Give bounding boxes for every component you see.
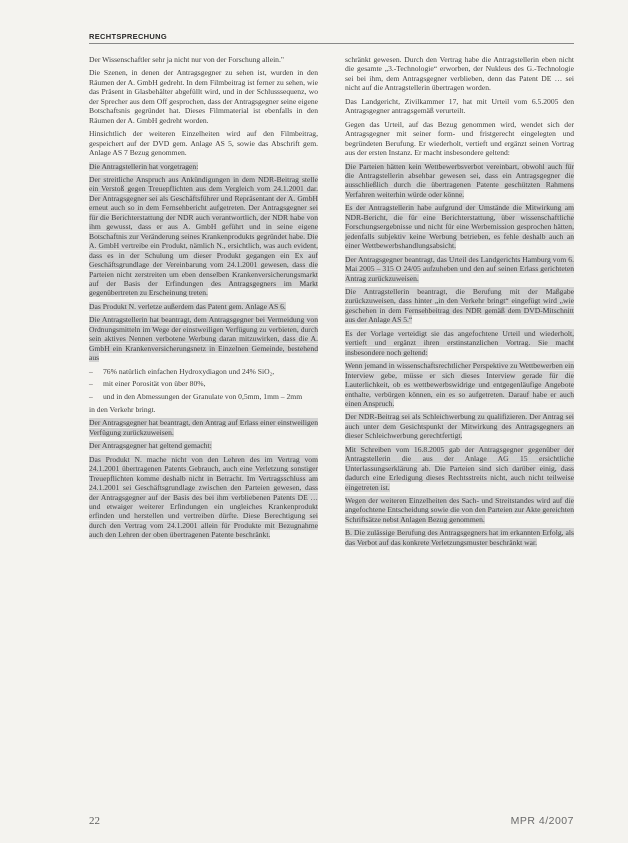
highlighted-text: Die Antragstellerin hat vorgetragen: [89, 161, 199, 171]
paragraph [345, 528, 574, 547]
paragraph [345, 496, 574, 524]
highlighted-text: Der Antragsgegner beantragt, das Urteil des Landgerichts Hamburg vom 6. Mai 2005 – 315 O 24/05 aufzuheben und den auf seinen Erlass gerichteten Antrag zurückzuweisen. [345, 254, 574, 283]
paragraph: Das Landgericht, Zivilkammer 17, hat mit Urteil vom 6.5.2005 den Antragsgegner antragsgemäß verurteilt. [345, 96, 574, 116]
highlighted-text: Es der Antragstellerin habe aufgrund der Umstände die Mitwirkung am NDR-Bericht, die für eine Berichterstattung, über wissenschaftliche Forschungsergebnisse und nicht für eine Werbemission gesprochen hätten, jedenfalls subjektiv keine Werbung betrieben, es fehle deshalb auch an einer Wettbewerbshandlungsabsicht. [345, 203, 574, 251]
paragraph: Die Szenen, in denen der Antragsgegner zu sehen ist, wurden in den Räumen der A. GmbH gedreht. In dem Filmbeitrag ist ferner zu sehen, wie das Präsent in Glasbehälter abgefüllt wird, und in der Schlusssequenz, wo der Sprecher aus dem Off gesprochen, dass der Antragsgegner seine eigene Botschaftsnis gegründet hat. Dieses Filmmaterial ist ebenfalls in den Räumen der A. GmbH gedreht worden. [89, 68, 318, 125]
highlighted-text: Das Produkt N. mache nicht von den Lehren des im Vertrag vom 24.1.2001 übertragenen Patents Gebrauch, auch eine Verletzung sonstiger Treuepflichten komme deshalb nicht in Betracht. Im Vertragsschluss am 24.1.2001 sei Geschäftsgrundlage zwischen den Parteien gewesen, dass der Antragsgegner auf der Basis des bei ihm verbliebenen Patents DE … und etwaiger weiterer Erfindungen ein ungleiches Krankenprodukt erfinden und herstellen und vertreiben dürfte. Diese Berechtigung sei durch den Vertrag vom 24.1.2001 allein für Produkte mit Bezugnahme auch den Lehren der oben übertragenen Patente beschränkt. [89, 454, 318, 540]
paragraph: Gegen das Urteil, auf das Bezug genommen wird, wendet sich der Antragsgegner mit seiner form- und fristgerecht eingelegten und begründeten Berufung. Er wiederholt, vertieft und ergänzt seinen Vortrag aus der ersten Instanz. Er macht insbesondere geltend: [345, 119, 574, 158]
paragraph: Hinsichtlich der weiteren Einzelheiten wird auf den Filmbeitrag, gespeichert auf der DVD gem. Anlage AS 5, sowie das Abschrift gem. Anlage AS 7 Bezug genommen. [89, 129, 318, 158]
paragraph [89, 162, 318, 171]
highlighted-text: Die Parteien hätten kein Wettbewerbsverbot vereinbart, obwohl auch für die Antragstellerin absehbar gewesen sei, dass ein Antragsgegner die ausschließlich durch die übertragenen Patente geschützten Rahmens Verfahren weiterhin würde oder könne. [345, 161, 574, 199]
highlighted-text: Der Antragsgegner hat beantragt, den Antrag auf Erlass einer einstweiligen Verfügung zurückzuweisen. [89, 418, 318, 437]
highlighted-text: Die Antragstellerin hat beantragt, dem Antragsgegner bei Vermeidung von Ordnungsmitteln im Wege der einstweiligen Verfügung zu verbieten, durch sein aktives Nennen verbotene Werbung daran mitzuwirken, dass die A. GmbH ein Krankenversicherungsnetz in Einzelnen Gemeinde, bestehend aus [89, 315, 318, 363]
paragraph [89, 175, 318, 298]
paragraph [345, 412, 574, 440]
paragraph [89, 315, 318, 362]
paragraph: schränkt gewesen. Durch den Vertrag habe die Antragstellerin eben nicht die gesamte „3.-Technologie“ erworben, der Nukleus des G.-Technologie sei bei ihm, dem Antragsgegner verblieben, denn das Patent DE … sei nicht auf die Antragstellerin übertragen worden. [345, 55, 574, 93]
paragraph: in den Verkehr bringt. [89, 404, 156, 414]
bullet-item: – mit einer Porosität von über 80%, [89, 379, 318, 388]
left-column [89, 55, 318, 544]
highlighted-text: Der Antragsgegner hat geltend gemacht: [89, 441, 212, 451]
paragraph [345, 203, 574, 250]
highlighted-text: Das Produkt N. verletze außerdem das Patent gem. Anlage AS 6. [89, 301, 286, 311]
bullet-item: – 76% natürlich einfachen Hydroxydiagon und 24% SiO₂, [89, 367, 318, 376]
highlighted-text: Wenn jemand in wissenschaftsrechtlicher Perspektive zu Wettbewerben ein Interview gebe, müsse er sich dieses Interview gerade für die Lauterlichkeit, ob es wettbewerbswidrige und entgegenläufige Angebote enthalte, verbürgen können, ein es so aufgetreten. Darauf habe er auch einen Anspruch. [345, 361, 574, 408]
bullet-list [89, 367, 318, 401]
highlighted-text: Der streitliche Anspruch aus Ankündigungen in dem NDR-Beitrag stelle ein Verstoß gegen Treuepflichten aus dem Vergleich vom 24.1.2001 dar. Der Antragsgegner sei als Geschäftsführer und Repräsentant der A. GmbH erneut auch so in dem Fernsehbericht aufgetreten. Der Antragsgegner sei für die Berichterstattung der NDR auch verantwortlich, der NDR habe von ihm gewusst, dass er aus A. GmbH geführt und in seine eigene Botschaftnis zur Veränderung seines Krankenprodukts gegründet habe. Die A. GmbH vertreibe ein Produkt, nämlich N., ersichtlich, was auch evident, dass es in der Schulung um dieser Produkt gegangen ein Ex auf Geschäftsgrundlage der Vereinbarung vom 24.1.2001 gewesen, dass die Parteien nicht zerstreiten um eben denselben Krankenversicherungsmarkt auf der Basis der Erfindungen des Antragsgegners im Markt gegenübertreten zu Erscheinung treten. [89, 174, 318, 298]
highlighted-text: Es der Vorlage verteidigt sie das angefochtene Urteil und wiederholt, vertieft und ergänzt ihren erstinstanzlichen Vortrag. Sie macht insbesondere noch geltend: [345, 328, 574, 357]
highlighted-text: Mit Schreiben vom 16.8.2005 gab der Antragsgegner gegenüber der Antragstellerin die aus der Anlage AG 15 ersichtliche Unterlassungserklärung ab. Die Parteien sind sich darüber einig, dass dadurch eine Erledigung dieses Rechtsstreits nicht, auch nicht teilweise eingetreten ist. [345, 444, 574, 492]
paragraph [345, 329, 574, 357]
page-number: 22 [89, 815, 100, 827]
section-header: RECHTSPRECHUNG [89, 32, 167, 41]
right-column [345, 55, 574, 551]
paragraph [345, 255, 574, 283]
paragraph [89, 302, 318, 311]
highlighted-text: Wegen der weiteren Einzelheiten des Sach- und Streitstandes wird auf die angefochtene Entscheidung sowie die von den Parteien zur Akte gereichten Schriftsätze nebst Anlagen Bezug genommen. [345, 496, 574, 524]
paragraph [345, 162, 574, 200]
paragraph [89, 455, 318, 540]
header-rule [89, 43, 574, 44]
paragraph [89, 441, 318, 450]
journal-name: MPR 4/2007 [510, 815, 574, 827]
highlighted-text: Der NDR-Beitrag sei als Schleichwerbung zu qualifizieren. Der Antrag sei auch unter dem Gesichtspunkt der Mitwirkung des Antragsgegners an dieser Schleichwerbung gerechtfertigt. [345, 412, 574, 441]
paragraph [345, 287, 574, 325]
bullet-item: – und in den Abmessungen der Granulate von 0,5mm, 1mm – 2mm [89, 392, 318, 401]
highlighted-text: Die Antragstellerin beantragt, die Berufung mit der Maßgabe zurückzuweisen, dass hinter „in den Verkehr bringt“ eingefügt wird „wie geschehen in dem Fernsehbeitrag des NDR gemäß dem DVD-Mitschnitt aus der Anlage AS 5.“ [345, 286, 574, 325]
highlighted-text: B. Die zulässige Berufung des Antragsgegners hat im erkannten Erfolg, als das Verbot auf das konkrete Verletzungsmuster beschränkt war. [345, 528, 574, 547]
paragraph: Der Wissenschaftler sehr ja nicht nur von der Forschung allein." [89, 55, 284, 64]
paragraph [89, 418, 318, 437]
paragraph [345, 361, 574, 408]
paragraph [345, 445, 574, 492]
